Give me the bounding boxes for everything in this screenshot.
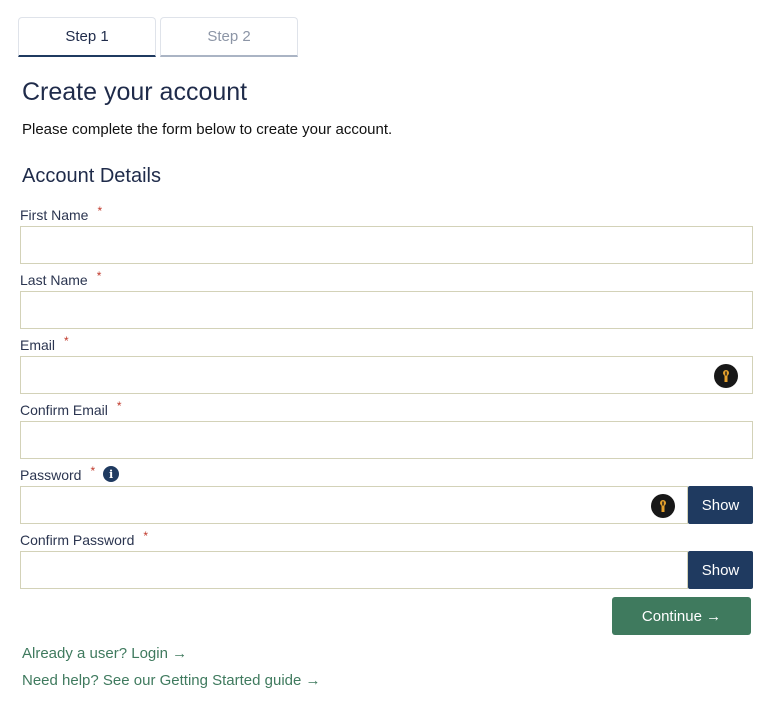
key-icon[interactable] xyxy=(714,364,738,388)
password-label-text: Password xyxy=(20,467,82,483)
last-name-field xyxy=(20,291,753,329)
email-label-text: Email xyxy=(20,337,56,353)
last-name-label-text: Last Name xyxy=(20,272,88,288)
required-marker: * xyxy=(96,269,102,283)
continue-button[interactable]: Continue → xyxy=(612,597,751,635)
confirm-password-input[interactable] xyxy=(21,552,687,588)
confirm-password-field xyxy=(20,551,688,589)
required-marker: * xyxy=(97,204,103,218)
section-title: Account Details xyxy=(22,165,161,187)
confirm-password-label-text: Confirm Password xyxy=(20,532,135,548)
password-field xyxy=(20,486,688,524)
first-name-input[interactable] xyxy=(21,227,752,263)
email-label xyxy=(20,334,69,353)
required-marker: * xyxy=(90,464,96,478)
info-icon[interactable]: i xyxy=(103,466,119,482)
last-name-input[interactable] xyxy=(21,292,752,328)
password-input[interactable] xyxy=(21,487,687,523)
first-name-label-text: First Name xyxy=(20,207,89,223)
first-name-label xyxy=(20,204,103,223)
required-marker: * xyxy=(143,529,149,543)
confirm-password-label xyxy=(20,529,149,548)
last-name-label xyxy=(20,269,102,288)
tab-step-2[interactable]: Step 2 xyxy=(160,17,298,57)
show-password-button[interactable]: Show xyxy=(688,486,753,524)
confirm-email-field xyxy=(20,421,753,459)
show-confirm-password-button[interactable]: Show xyxy=(688,551,753,589)
first-name-field xyxy=(20,226,753,264)
getting-started-link[interactable]: Need help? See our Getting Started guide → xyxy=(22,672,321,689)
confirm-email-input[interactable] xyxy=(21,422,752,458)
login-link[interactable]: Already a user? Login → xyxy=(22,645,188,662)
confirm-email-label-text: Confirm Email xyxy=(20,402,108,418)
required-marker: * xyxy=(116,399,122,413)
key-icon[interactable] xyxy=(651,494,675,518)
password-label xyxy=(20,464,119,483)
email-input[interactable] xyxy=(21,357,752,393)
step-tabs xyxy=(18,17,298,57)
intro-text: Please complete the form below to create your account. xyxy=(22,121,393,138)
email-field xyxy=(20,356,753,394)
required-marker: * xyxy=(64,334,69,348)
confirm-email-label xyxy=(20,399,122,418)
page-title: Create your account xyxy=(22,78,248,106)
tab-step-1[interactable]: Step 1 xyxy=(18,17,156,57)
